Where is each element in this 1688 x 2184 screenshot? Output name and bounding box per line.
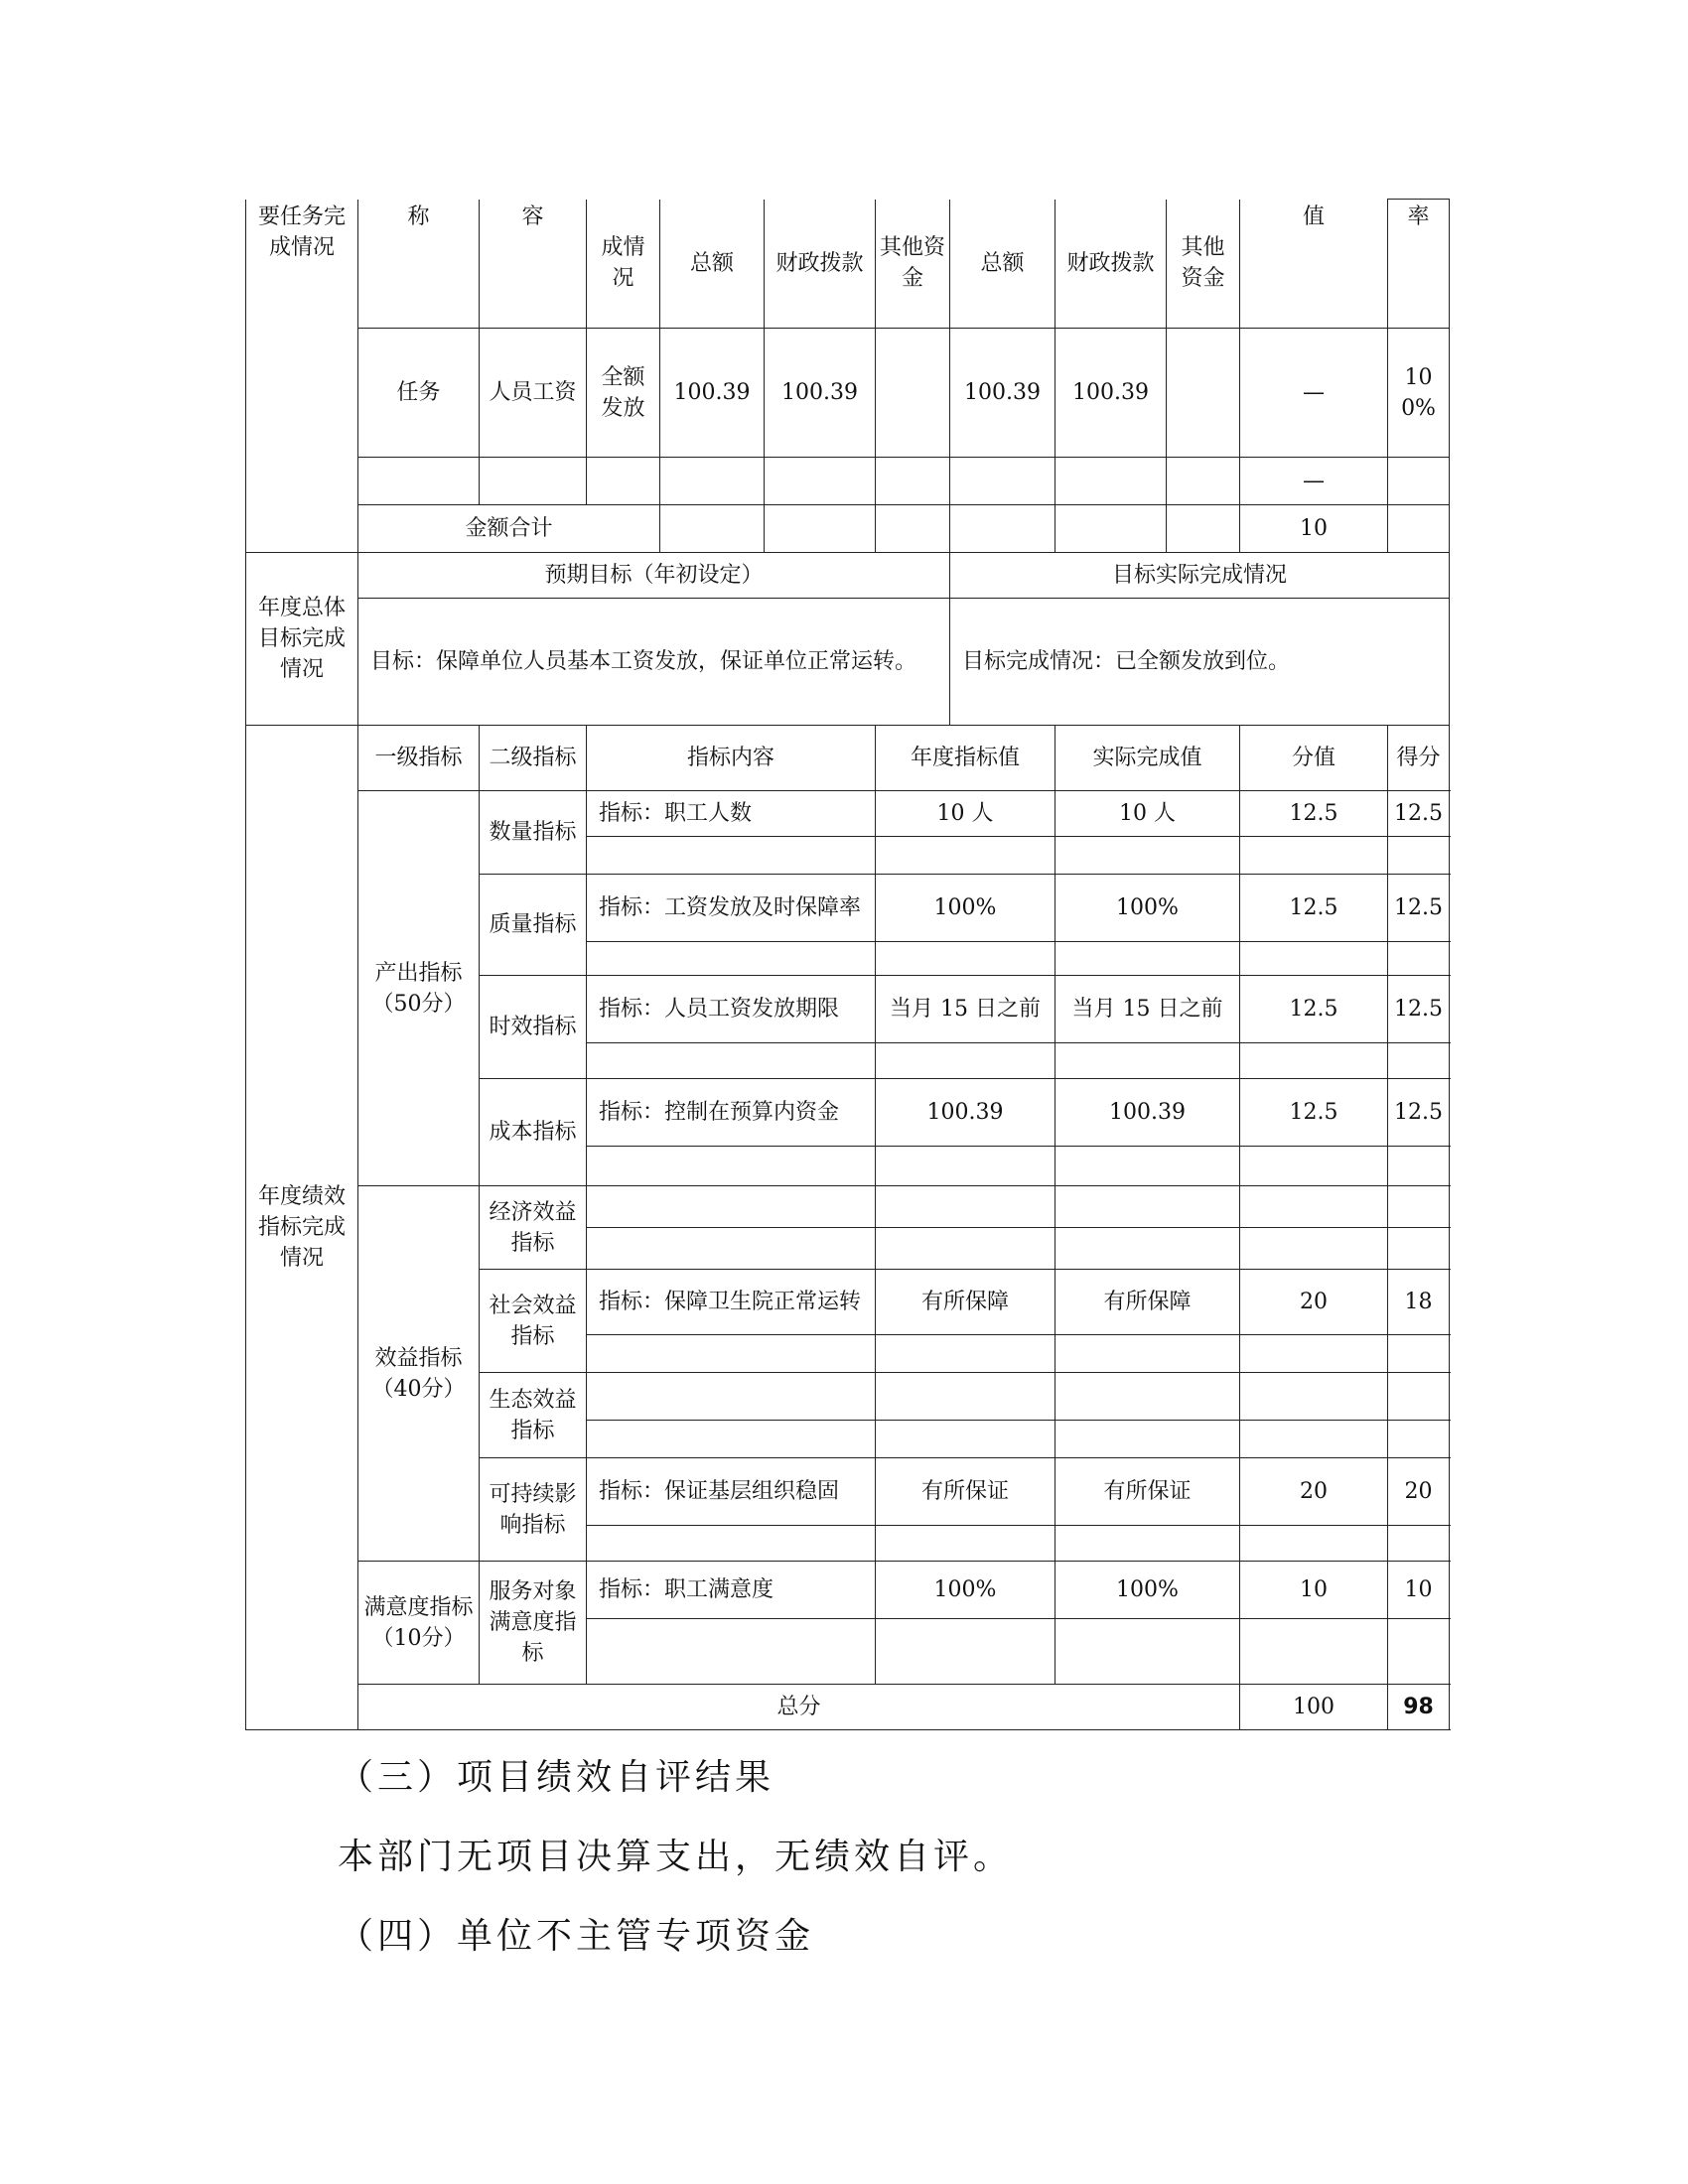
- cost-name: 成本指标: [480, 1079, 587, 1186]
- sustainable-name: 可持续影响指标: [480, 1458, 587, 1562]
- goal-label: 年度总体目标完成情况: [246, 553, 358, 726]
- timeliness-content: 指标：人员工资发放期限: [587, 976, 876, 1043]
- social-score: 18: [1388, 1270, 1450, 1335]
- task-other-b: [1167, 329, 1240, 458]
- header-actual: 实际完成值: [1055, 726, 1240, 791]
- service-actual: 100%: [1055, 1562, 1240, 1619]
- service-target: 100%: [876, 1562, 1055, 1619]
- satisfaction-row: [246, 1562, 1450, 1619]
- task-value: —: [1240, 329, 1388, 458]
- task-empty-row: [246, 458, 1450, 505]
- quality-score: 12.5: [1388, 875, 1450, 942]
- quantity-points: 12.5: [1240, 791, 1388, 837]
- sustainable-points: 20: [1240, 1458, 1388, 1526]
- social-actual: 有所保障: [1055, 1270, 1240, 1335]
- timeliness-score: 12.5: [1388, 976, 1450, 1043]
- sustainable-actual: 有所保证: [1055, 1458, 1240, 1526]
- header-content: 容: [480, 200, 587, 329]
- task-sum-row: [246, 505, 1450, 553]
- service-points: 10: [1240, 1562, 1388, 1619]
- header-value: 值: [1240, 200, 1388, 329]
- goal-content-row: [246, 599, 1450, 726]
- quantity-actual: 10 人: [1055, 791, 1240, 837]
- indicators-label: 年度绩效指标完成情况: [246, 726, 358, 1730]
- total-label: 总分: [358, 1685, 1240, 1730]
- empty-value: —: [1240, 458, 1388, 505]
- social-name: 社会效益指标: [480, 1270, 587, 1373]
- header-level2: 二级指标: [480, 726, 587, 791]
- timeliness-actual: 当月 15 日之前: [1055, 976, 1240, 1043]
- task-section-label: 要任务完成情况: [246, 200, 358, 553]
- goal-actual-text: 目标完成情况：已全额发放到位。: [950, 599, 1450, 726]
- output-label: 产出指标（50分）: [358, 791, 480, 1186]
- task-name: 任务: [358, 329, 480, 458]
- satisfaction-label: 满意度指标（10分）: [358, 1562, 480, 1685]
- goal-actual-header: 目标实际完成情况: [950, 553, 1450, 599]
- header-name: 称: [358, 200, 480, 329]
- economic-name: 经济效益指标: [480, 1186, 587, 1270]
- quantity-row: [246, 791, 1450, 837]
- goal-expected-header: 预期目标（年初设定）: [358, 553, 950, 599]
- quality-actual: 100%: [1055, 875, 1240, 942]
- header-other-b: 其他资金: [1167, 200, 1240, 329]
- service-content: 指标：职工满意度: [587, 1562, 876, 1619]
- economic-row: [246, 1186, 1450, 1228]
- goal-header-row: [246, 553, 1450, 599]
- header-fiscal-a: 财政拨款: [765, 200, 876, 329]
- header-other-a: 其他资金: [876, 200, 950, 329]
- section4-heading: （四）单位不主管专项资金: [338, 1916, 815, 1957]
- quantity-target: 10 人: [876, 791, 1055, 837]
- total-score: 98: [1388, 1685, 1450, 1730]
- sum-label: 金额合计: [358, 505, 660, 553]
- section3-body: 本部门无项目决算支出，无绩效自评。: [338, 1837, 1014, 1877]
- header-rate: 率: [1388, 200, 1450, 329]
- service-score: 10: [1388, 1562, 1450, 1619]
- section3-heading: （三）项目绩效自评结果: [338, 1757, 775, 1798]
- quantity-score: 12.5: [1388, 791, 1450, 837]
- task-row: [246, 329, 1450, 458]
- total-points: 100: [1240, 1685, 1388, 1730]
- cost-points: 12.5: [1240, 1079, 1388, 1147]
- timeliness-target: 当月 15 日之前: [876, 976, 1055, 1043]
- cost-actual: 100.39: [1055, 1079, 1240, 1147]
- social-points: 20: [1240, 1270, 1388, 1335]
- task-fiscal-b: 100.39: [1055, 329, 1167, 458]
- header-target: 年度指标值: [876, 726, 1055, 791]
- header-total-a: 总额: [660, 200, 765, 329]
- header-level1: 一级指标: [358, 726, 480, 791]
- sustainable-score: 20: [1388, 1458, 1450, 1526]
- social-content: 指标：保障卫生院正常运转: [587, 1270, 876, 1335]
- task-header-row: [246, 200, 1450, 329]
- timeliness-name: 时效指标: [480, 976, 587, 1079]
- service-name: 服务对象满意度指标: [480, 1562, 587, 1685]
- quantity-content: 指标：职工人数: [587, 791, 876, 837]
- task-completion: 全额发放: [587, 329, 660, 458]
- sustainable-content: 指标：保证基层组织稳固: [587, 1458, 876, 1526]
- cost-content: 指标：控制在预算内资金: [587, 1079, 876, 1147]
- header-fiscal-b: 财政拨款: [1055, 200, 1167, 329]
- cost-score: 12.5: [1388, 1079, 1450, 1147]
- task-other-a: [876, 329, 950, 458]
- header-completion: 成情况: [587, 200, 660, 329]
- task-total-b: 100.39: [950, 329, 1055, 458]
- goal-expected-text: 目标：保障单位人员基本工资发放，保证单位正常运转。: [358, 599, 950, 726]
- task-rate: 100%: [1388, 329, 1450, 458]
- social-target: 有所保障: [876, 1270, 1055, 1335]
- task-total-a: 100.39: [660, 329, 765, 458]
- quality-points: 12.5: [1240, 875, 1388, 942]
- benefit-label: 效益指标（40分）: [358, 1186, 480, 1562]
- header-total-b: 总额: [950, 200, 1055, 329]
- ecological-name: 生态效益指标: [480, 1373, 587, 1458]
- quality-content: 指标：工资发放及时保障率: [587, 875, 876, 942]
- sum-value: 10: [1240, 505, 1388, 553]
- header-indicator-content: 指标内容: [587, 726, 876, 791]
- performance-table: [245, 199, 1450, 1730]
- task-fiscal-a: 100.39: [765, 329, 876, 458]
- header-score-col: 得分: [1388, 726, 1450, 791]
- cost-target: 100.39: [876, 1079, 1055, 1147]
- quality-name: 质量指标: [480, 875, 587, 976]
- quality-target: 100%: [876, 875, 1055, 942]
- task-content: 人员工资: [480, 329, 587, 458]
- quantity-name: 数量指标: [480, 791, 587, 875]
- sustainable-target: 有所保证: [876, 1458, 1055, 1526]
- timeliness-points: 12.5: [1240, 976, 1388, 1043]
- header-points: 分值: [1240, 726, 1388, 791]
- indicator-header-row: [246, 726, 1450, 791]
- total-row: [246, 1685, 1450, 1730]
